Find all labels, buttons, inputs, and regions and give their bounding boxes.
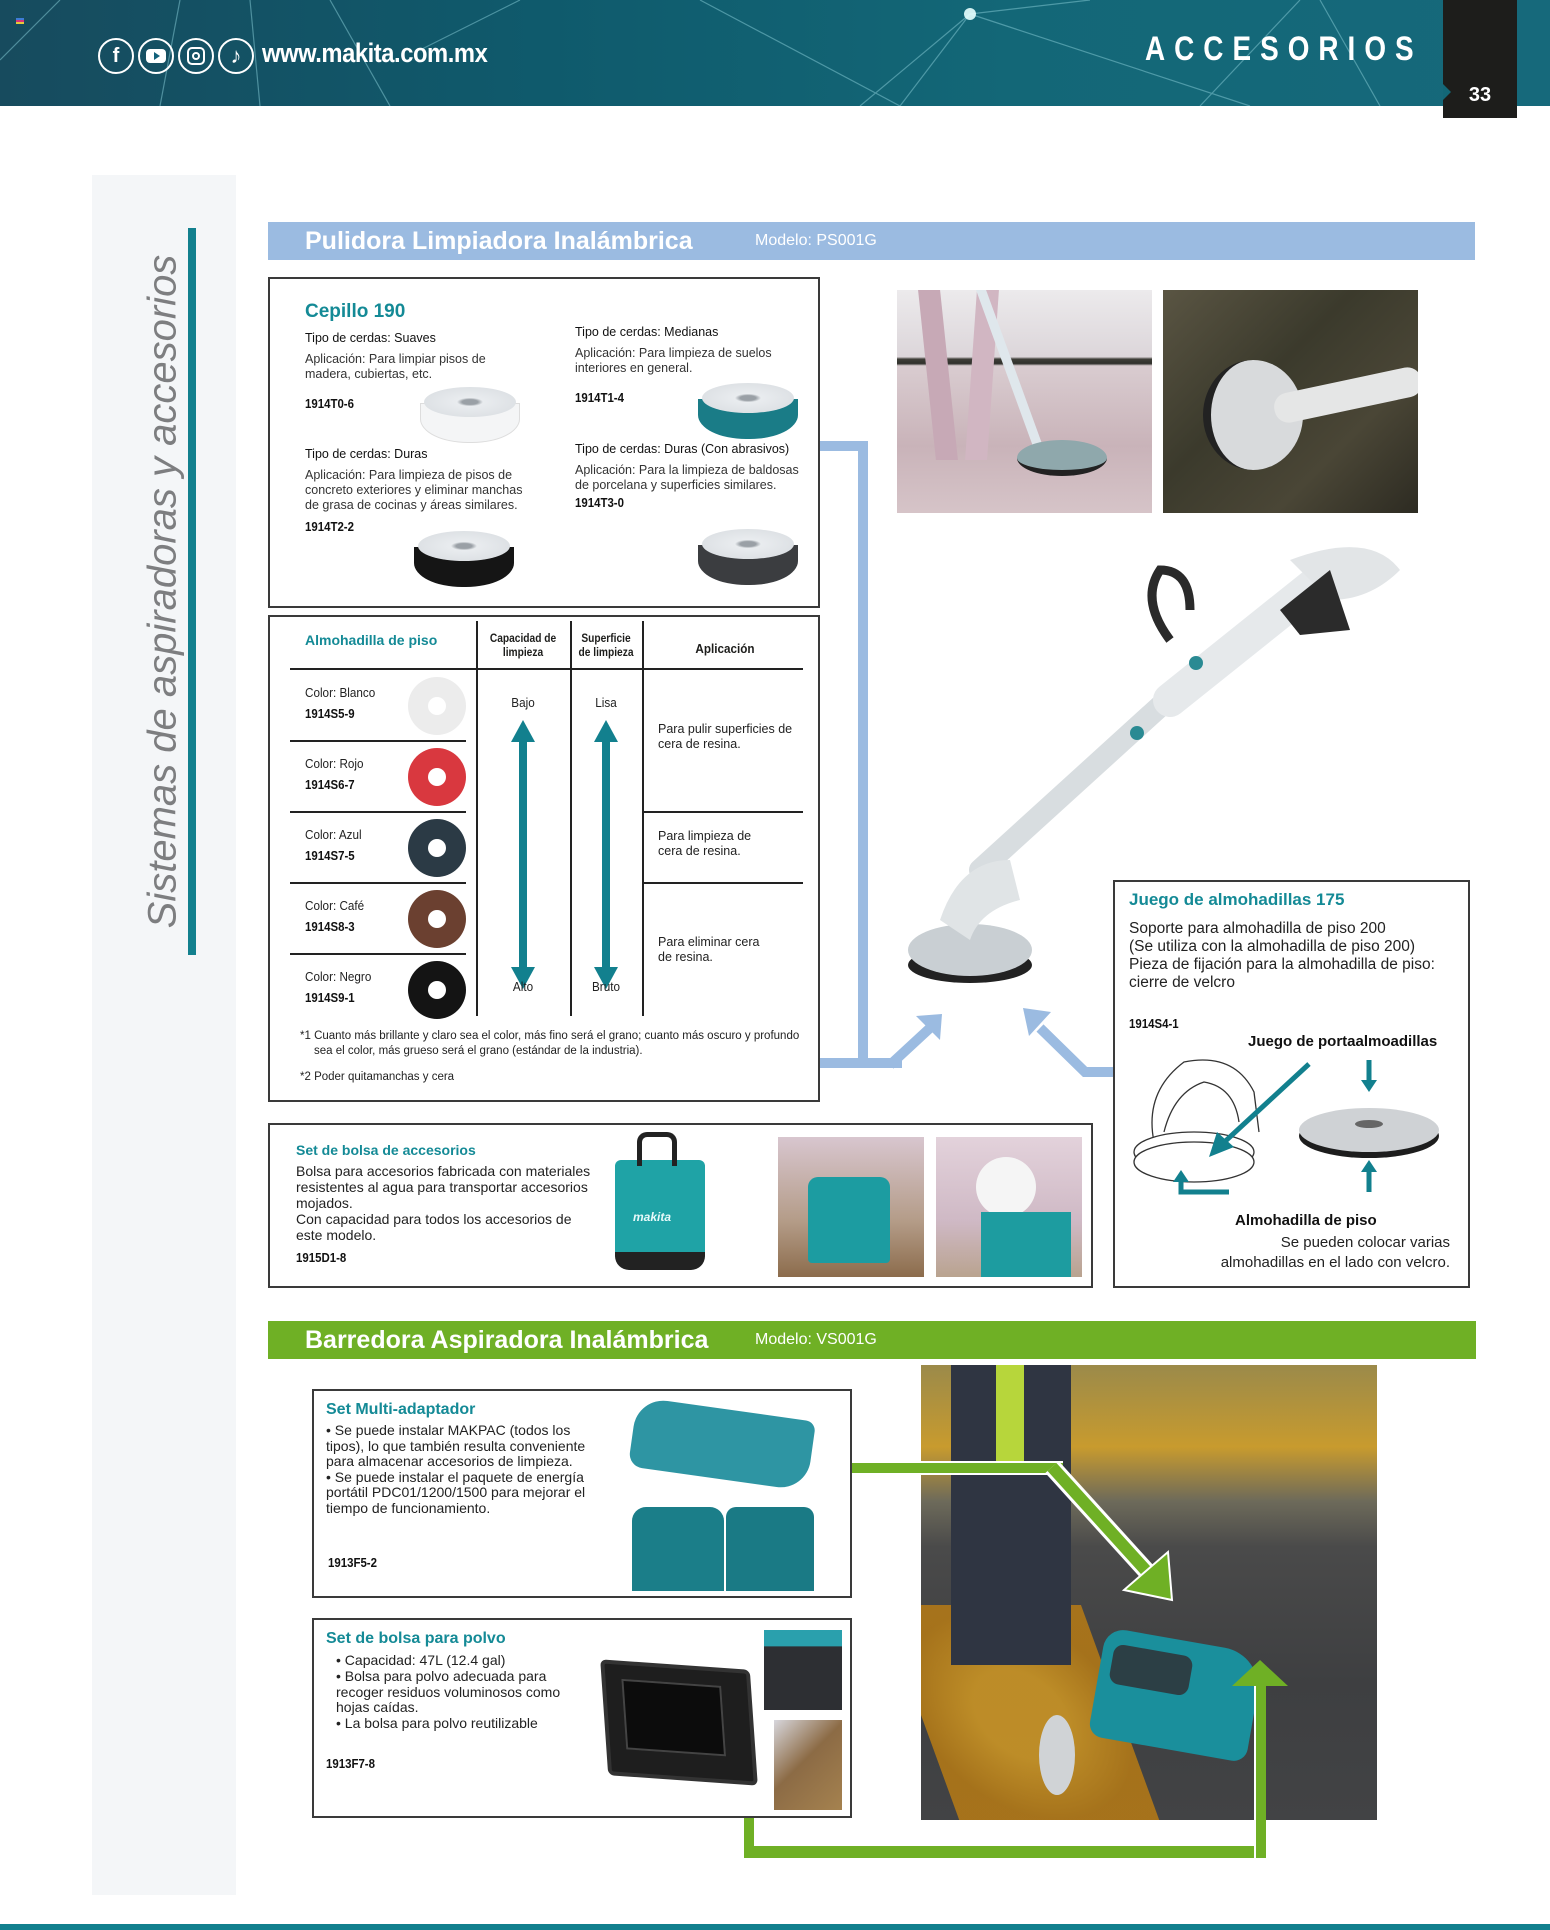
aplicacion-3: Para eliminar cera de resina. [658, 935, 760, 964]
table-divider [642, 621, 644, 1016]
section-header-pulidora [268, 222, 1475, 260]
desc-line: Soporte para almohadilla de piso 200 [1129, 920, 1386, 937]
arrow-up-icon [1232, 1660, 1288, 1686]
label-portaalmohadillas: Juego de portaalmoadillas [1248, 1033, 1438, 1050]
pad-color: Color: Azul [305, 827, 362, 842]
instagram-icon[interactable] [178, 38, 214, 74]
connector-arrow-icon [1040, 1440, 1180, 1610]
juego-description [1129, 920, 1435, 992]
footer-stripe [0, 1924, 1550, 1930]
header-capacidad: Capacidad de limpieza [489, 631, 557, 659]
model-label-pulidora: Modelo: PS001G [755, 232, 877, 249]
connector-arrow-icon [880, 1010, 950, 1080]
product-code: 1914S6-7 [305, 777, 355, 792]
multi-title: Set Multi-adaptador [326, 1401, 476, 1418]
brush-soft-image [420, 387, 520, 445]
desc-line: Con capacidad para todos los accesorios de este modelo. [296, 1211, 572, 1243]
table-divider [642, 882, 803, 884]
header-superficie: Superficie de limpieza [578, 631, 634, 659]
brush-hard-image [414, 531, 514, 589]
desc-line: Bolsa para accesorios fabricada con materiales resistentes al agua para transportar accesorios mojados. [296, 1163, 591, 1211]
product-code: 1914T2-2 [305, 519, 354, 534]
cepillo-box [268, 277, 820, 608]
product-code: 1914T3-0 [575, 495, 624, 510]
multi-description [326, 1423, 608, 1516]
bristle-type: Tipo de cerdas: Duras [305, 447, 428, 461]
multi-adaptador-box [312, 1389, 852, 1598]
table-divider [290, 953, 466, 955]
bolsa-title: Set de bolsa de accesorios [296, 1142, 476, 1158]
table-title: Almohadilla de piso [305, 632, 438, 648]
adapter-makpac-image [726, 1507, 814, 1591]
section-title-barredora: Barredora Aspiradora Inalámbrica [305, 1325, 709, 1354]
footnote-1: *1 Cuanto más brillante y claro sea el color, más fino será el grano; cuanto más oscuro y profundo sea el color, más grueso será el grano (estándar de la industria). [300, 1030, 800, 1057]
table-row [305, 969, 379, 1005]
desc-line: Pieza de fijación para la almohadilla de piso: [1129, 956, 1435, 973]
pad-color: Color: Negro [305, 969, 372, 984]
dust-bag-attached-image [764, 1630, 842, 1710]
bullet-item: • Capacidad: 47L (12.4 gal) [336, 1652, 506, 1668]
bolsa-description [296, 1163, 596, 1243]
brush-abrasive-image [698, 529, 798, 587]
cepillo-item [575, 442, 805, 510]
brush-medium-image [698, 383, 798, 441]
product-code: 1913F5-2 [328, 1555, 377, 1570]
application-text: Aplicación: Para la limpieza de baldosas de porcelana y superficies similares. [575, 463, 799, 492]
header-aplicacion: Aplicación [695, 641, 755, 656]
bristle-type: Tipo de cerdas: Suaves [305, 331, 436, 345]
connector-line [1254, 1680, 1266, 1858]
pad-red-swatch [408, 748, 466, 806]
product-code: 1914S7-5 [305, 848, 355, 863]
product-code: 1914S9-1 [305, 990, 355, 1005]
bullet-item: • Bolsa para polvo adecuada para recoger residuos voluminosos como hojas caídas. [336, 1667, 561, 1716]
photo-bag-with-pad [936, 1137, 1082, 1277]
bolsa-accesorios-box [268, 1123, 1093, 1288]
bullet-item: • Se puede instalar el paquete de energía portátil PDC01/1200/1500 para mejorar el tiempo de funcionamiento. [326, 1468, 586, 1516]
connector-line [744, 1846, 1264, 1858]
almohadilla-table-box [268, 615, 820, 1102]
arrow-shaft [602, 740, 610, 970]
adapter-plate-image [628, 1397, 816, 1491]
photo-bag-in-use [778, 1137, 924, 1277]
table-divider [290, 882, 466, 884]
juego-footer-1: Se pueden colocar varias [1280, 1234, 1450, 1251]
aplicacion-1: Para pulir superficies de cera de resina. [658, 722, 793, 751]
bullet-item: • La bolsa para polvo reutilizable [336, 1715, 538, 1732]
juego-title: Juego de almohadillas 175 [1129, 890, 1345, 909]
table-divider [476, 621, 478, 1016]
bullet-item: • Se puede instalar MAKPAC (todos los tipos), lo que también resulta conveniente para almacenar accesorios de limpieza. [326, 1422, 586, 1469]
product-code: 1913F7-8 [326, 1756, 375, 1771]
website-link[interactable]: www.makita.com.mx [262, 38, 488, 68]
product-code: 1914T1-4 [575, 390, 624, 405]
application-text: Aplicación: Para limpieza de suelos interiores en general. [575, 346, 772, 375]
product-code: 1914S8-3 [305, 919, 355, 934]
table-divider [642, 811, 803, 813]
sidebar-title-wrap [138, 228, 188, 955]
polvo-description [336, 1653, 566, 1732]
juego-footer-2: almohadillas en el lado con velcro. [1220, 1254, 1450, 1271]
superficie-rough: Bruto [592, 979, 620, 994]
bristle-type: Tipo de cerdas: Duras (Con abrasivos) [575, 442, 790, 456]
cepillo-item [305, 447, 535, 534]
product-code: 1914T0-6 [305, 396, 354, 411]
table-divider [290, 811, 466, 813]
cepillo-title: Cepillo 190 [305, 301, 406, 322]
arrow-shaft [519, 740, 527, 970]
photo-floor-polishing [897, 290, 1152, 513]
table-row [305, 685, 383, 721]
color-marks-decoration [16, 18, 24, 24]
superficie-smooth: Lisa [595, 695, 617, 710]
pad-blue-swatch [408, 819, 466, 877]
arrow-up-icon [511, 720, 535, 742]
page-header [0, 0, 1550, 106]
connector-line [858, 441, 868, 1058]
table-divider [570, 621, 572, 1016]
pad-color: Color: Café [305, 898, 365, 913]
desc-line: (Se utiliza con la almohadilla de piso 200) [1129, 938, 1416, 955]
page-number: 33 [1468, 84, 1492, 106]
pad-color: Color: Rojo [305, 756, 364, 771]
desc-line: cierre de velcro [1129, 974, 1235, 991]
application-text: Aplicación: Para limpieza de pisos de concreto exteriores y eliminar manchas de grasa de cocinas y áreas similares. [305, 468, 523, 512]
pad-color: Color: Blanco [305, 685, 376, 700]
label-almohadilla-piso: Almohadilla de piso [1235, 1212, 1377, 1229]
pad-diagram [1129, 1052, 1459, 1202]
product-code: 1915D1-8 [296, 1250, 347, 1265]
connector-line [851, 1461, 1063, 1475]
section-title: ACCESORIOS [1145, 30, 1423, 68]
application-text: Aplicación: Para limpiar pisos de madera, cubiertas, etc. [305, 352, 486, 381]
aplicacion-2: Para limpieza de cera de resina. [658, 829, 752, 858]
capacidad-low: Bajo [511, 695, 535, 710]
model-label-barredora: Modelo: VS001G [755, 1331, 877, 1348]
dust-bag-image [600, 1659, 758, 1785]
table-row [305, 756, 370, 792]
sidebar-accent-bar [188, 228, 196, 955]
facebook-icon[interactable]: f [98, 38, 134, 74]
bag-product-image: makita [615, 1160, 705, 1270]
section-header-barredora [268, 1321, 1476, 1359]
product-code: 1914S5-9 [305, 706, 355, 721]
tiktok-icon[interactable]: ♪ [218, 38, 254, 74]
photo-wall-cleaning [1163, 290, 1418, 513]
table-row [305, 898, 371, 934]
juego-almohadillas-box [1113, 880, 1470, 1288]
table-divider [290, 740, 466, 742]
table-divider [290, 668, 803, 670]
footnote-2: *2 Poder quitamanchas y cera [300, 1071, 455, 1083]
youtube-icon[interactable] [138, 38, 174, 74]
section-title-pulidora: Pulidora Limpiadora Inalámbrica [305, 226, 693, 255]
sidebar-title: Sistemas de aspiradoras y accesorios [140, 254, 185, 929]
pad-black-swatch [408, 961, 466, 1019]
table-row [305, 827, 368, 863]
pad-white-swatch [408, 677, 466, 735]
bolsa-polvo-box [312, 1618, 852, 1818]
pad-brown-swatch [408, 890, 466, 948]
adapter-battery-image [632, 1507, 724, 1591]
product-code: 1914S4-1 [1129, 1016, 1179, 1031]
dust-bag-leaves-image [774, 1720, 842, 1810]
polvo-title: Set de bolsa para polvo [326, 1630, 506, 1647]
capacidad-high: Alto [512, 979, 534, 994]
bristle-type: Tipo de cerdas: Medianas [575, 325, 719, 339]
arrow-up-icon [594, 720, 618, 742]
